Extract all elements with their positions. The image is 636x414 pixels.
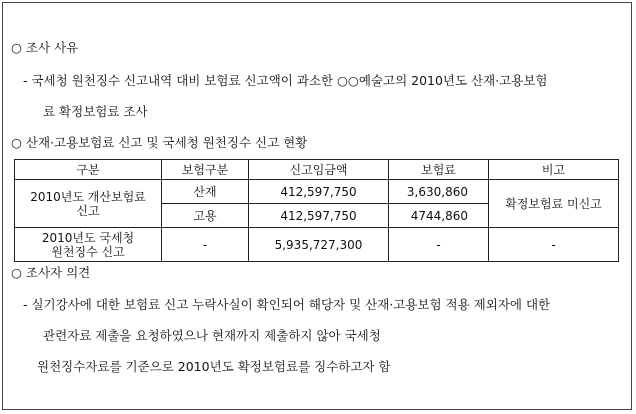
row2-premium: 4744,860 [389, 204, 489, 228]
group2-category-line1: 2010년도 국세청 [41, 230, 135, 245]
group1-category-cell [15, 180, 162, 228]
opinion-line-1: - 실기강사에 대한 보험료 신고 누락사실이 확인되어 해당자 및 산재·고용보험 적용 제외자에 대한 [23, 297, 551, 312]
opinion-heading: ○ 조사자 의견 [11, 265, 91, 280]
row3-remarks: - [489, 228, 619, 262]
header-wage-amount: 신고임금액 [249, 160, 389, 180]
table-row [15, 180, 619, 204]
group2-category-line2: 원천징수 신고 [51, 244, 125, 259]
status-heading: ○ 산재·고용보험료 신고 및 국세청 원천징수 신고 현황 [11, 135, 308, 150]
group2-category-cell [15, 228, 162, 262]
header-premium: 보험료 [389, 160, 489, 180]
reason-heading: ○ 조사 사유 [11, 40, 79, 55]
row3-premium: - [389, 228, 489, 262]
reason-line-1: - 국세청 원천징수 신고내역 대비 보험료 신고액이 과소한 ○○예술고의 2010년도 산재·고용보험 [23, 73, 548, 88]
group1-remarks: 확정보험료 미신고 [489, 180, 619, 228]
row1-premium: 3,630,860 [389, 180, 489, 204]
document-frame [2, 2, 632, 410]
group1-category-line2: 신고 [76, 203, 100, 218]
row3-insurance-type: - [162, 228, 249, 262]
group1-category-line1: 2010년도 개산보험료 [30, 189, 146, 204]
table-header-row [15, 160, 619, 180]
row2-wage-amount: 412,597,750 [249, 204, 389, 228]
header-category: 구분 [15, 160, 162, 180]
table-row [15, 228, 619, 262]
opinion-line-2: 관련자료 제출을 요청하였으나 현재까지 제출하지 않아 국세청 [43, 328, 381, 343]
status-table [14, 159, 619, 262]
header-remarks: 비고 [489, 160, 619, 180]
opinion-line-3: 원천징수자료를 기준으로 2010년도 확정보험료를 징수하고자 함 [37, 359, 391, 374]
row1-wage-amount: 412,597,750 [249, 180, 389, 204]
row3-wage-amount: 5,935,727,300 [249, 228, 389, 262]
reason-line-2: 료 확정보험료 조사 [43, 104, 148, 119]
header-insurance-type: 보험구분 [162, 160, 249, 180]
row1-insurance-type: 산재 [162, 180, 249, 204]
row2-insurance-type: 고용 [162, 204, 249, 228]
